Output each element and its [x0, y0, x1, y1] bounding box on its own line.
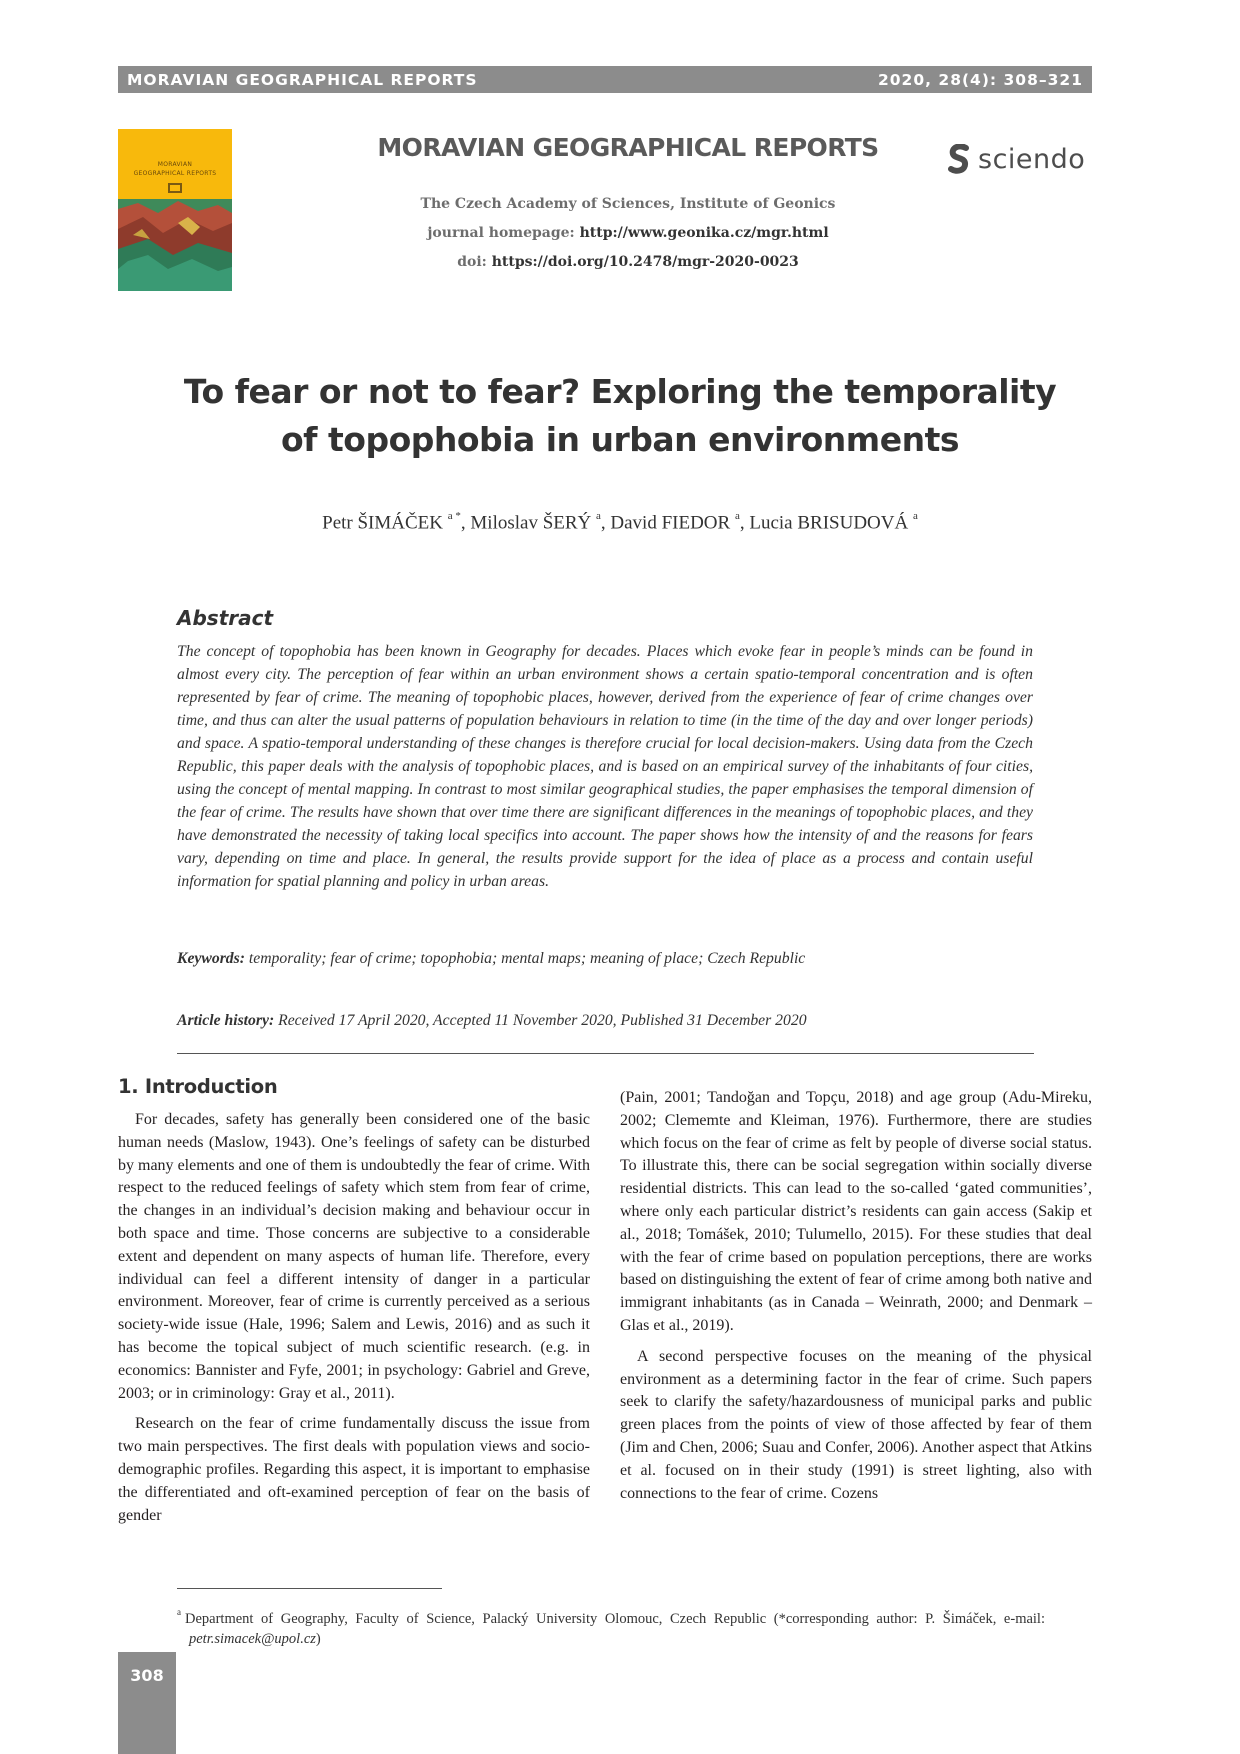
keywords-text: temporality; fear of crime; topophobia; mental maps; meaning of place; Czech Republic — [248, 950, 806, 967]
author-affiliation: a * — [447, 510, 461, 522]
footnote-email[interactable]: petr.simacek@upol.cz — [189, 1630, 316, 1647]
section-heading: 1. Introduction — [118, 1075, 278, 1098]
cover-logo-icon — [168, 183, 182, 193]
doi-line — [0, 254, 1240, 270]
author-affiliation: a — [596, 510, 601, 522]
publisher-logo — [948, 141, 1085, 177]
homepage-link[interactable]: http://www.geonika.cz/mgr.html — [579, 225, 829, 241]
paper-title — [0, 368, 1240, 464]
abstract-heading: Abstract — [177, 606, 274, 630]
body-column-right — [620, 1087, 1092, 1513]
cover-terrain-image — [118, 199, 232, 291]
paper-title-line-2: of topophobia in urban environments — [281, 420, 959, 459]
abstract-text: The concept of topophobia has been known in Geography for decades. Places which evoke fear in people’s minds can be found in almost every city. The perception of fear within an urban environment shows a certain spatio-temporal concentration and is often represented by fear of crime. The meaning of topophobic places, however, derived from the experience of fear of crime changes over time, and thus can alter the usual patterns of population behaviours in relation to time (in the time of the day and over longer periods) and space. A spatio-temporal understanding of these changes is therefore crucial for local decision-makers. Using data from the Czech Republic, this paper deals with the analysis of topophobic places, and is based on an empirical survey of the inhabitants of four cities, using the concept of mental mapping. In contrast to most similar geographical studies, the paper emphasises the temporal dimension of the fear of crime. The results have shown that over time there are significant differences in the meanings of topophobic places, and they have demonstrated the necessity of taking local specifics into account. The paper shows how the intensity of and the reasons for fears vary, depending on time and place. In general, the results provide support for the idea of place as a process and contain useful information for spatial planning and policy in urban areas. — [177, 643, 1033, 890]
footnote-close: ) — [315, 1630, 321, 1647]
footnote-text: Department of Geography, Faculty of Science, Palacký University Olomouc, Czech Republic (*corresponding author: P. Šimáček, e-mail: — [185, 1610, 1045, 1627]
footnote-divider — [177, 1588, 442, 1589]
keywords-label: Keywords: — [177, 950, 245, 967]
body-paragraph: For decades, safety has generally been considered one of the basic human needs (Maslow, 1943). One’s feelings of safety can be disturbed by many elements and one of them is undoubtedly the fear of crime. With respect to the reduced feelings of safety which stem from fear of crime, the changes in an individual’s decision making and behaviour occur in both space and time. Those concerns are subjective to a considerable extent and dependent on many aspects of human life. Therefore, every individual can feel a different intensity of danger in a particular environment. Moreover, fear of crime is currently perceived as a serious society-wide issue (Hale, 1996; Salem and Lewis, 2016) and as such it has become the topical subject of much scientific research. (e.g. in economics: Bannister and Fyfe, 2001; in psychology: Gabriel and Greve, 2003; or in criminology: Gray et al., 2011). — [118, 1111, 590, 1402]
body-column-left — [118, 1109, 590, 1535]
body-paragraph: Research on the fear of crime fundamentally discuss the issue from two main perspectives. The first deals with population views and socio-demographic profiles. Regarding this aspect, it is important to emphasise the differentiated and oft-examined perception of fear on the basis of gender — [118, 1415, 590, 1524]
doi-label: doi: — [457, 254, 487, 270]
section-divider — [177, 1053, 1034, 1054]
cover-line-1: MORAVIAN — [157, 161, 193, 168]
page-number-box — [118, 1652, 176, 1754]
article-history-text: Received 17 April 2020, Accepted 11 November 2020, Published 31 December 2020 — [278, 1012, 807, 1029]
paper-title-line-1: To fear or not to fear? Exploring the temporality — [183, 372, 1057, 411]
author-name: Petr ŠIMÁČEK — [322, 512, 443, 534]
homepage-line — [0, 225, 1240, 241]
author-affiliation: a — [734, 510, 740, 522]
institution-text: The Czech Academy of Sciences, Institute of Geonics — [420, 196, 836, 212]
author-name: David FIEDOR — [610, 512, 731, 534]
keywords — [177, 947, 1033, 970]
page-number: 308 — [130, 1666, 164, 1685]
doi-link[interactable]: https://doi.org/10.2478/mgr-2020-0023 — [491, 254, 799, 270]
author-name: Lucia BRISUDOVÁ — [749, 512, 909, 534]
author-name: Miloslav ŠERÝ — [470, 512, 592, 534]
body-paragraph: (Pain, 2001; Tandoğan and Topçu, 2018) and age group (Adu-Mireku, 2002; Clememte and Kleiman, 1976). Furthermore, there are studies which focus on the fear of crime as felt by people of diverse social status. To illustrate this, there can be social segregation within socially diverse residential districts. This can lead to the so-called ‘gated communities’, where only each particular district’s residents can gain access (Sakip et al., 2018; Tomášek, 2010; Tulumello, 2015). For these studies that deal with the fear of crime based on population perceptions, there are works based on distinguishing the extent of fear of crime among both native and immigrant inhabitants (as in Canada – Weinrath, 2000; and Denmark – Glas et al., 2019). — [620, 1089, 1092, 1334]
cover-line-2: GEOGRAPHICAL REPORTS — [133, 170, 217, 177]
running-header-journal: MORAVIAN GEOGRAPHICAL REPORTS — [127, 71, 478, 89]
author-list: Petr ŠIMÁČEK $^{a *}$, Miloslav ŠERÝ $^a$, David FIEDOR $^a$, Lucia BRISUDOVÁ $^a$ — [322, 510, 918, 534]
footnote — [177, 1604, 1045, 1649]
sciendo-logo-icon — [948, 144, 970, 174]
publisher-name: sciendo — [978, 143, 1086, 175]
homepage-label: journal homepage: — [427, 225, 575, 241]
running-header-citation: 2020, 28(4): 308–321 — [877, 71, 1083, 89]
institution-line — [0, 196, 1240, 212]
author-affiliation: a — [912, 510, 918, 522]
article-history — [177, 1009, 1033, 1032]
running-header — [118, 66, 1092, 93]
journal-title-text: MORAVIAN GEOGRAPHICAL REPORTS — [377, 133, 879, 162]
body-paragraph: A second perspective focuses on the meaning of the physical environment as a determining factor in the fear of crime. Such papers seek to clarify the safety/hazardousness of municipal parks and public green places from the points of view of those affected by fear of them (Jim and Chen, 2006; Suau and Confer, 2006). Another aspect that Atkins et al. focused on in their study (1991) is street lighting, also with connections to the fear of crime. Cozens — [620, 1347, 1092, 1502]
footnote-marker: a — [177, 1607, 181, 1617]
article-history-label: Article history: — [177, 1012, 275, 1029]
